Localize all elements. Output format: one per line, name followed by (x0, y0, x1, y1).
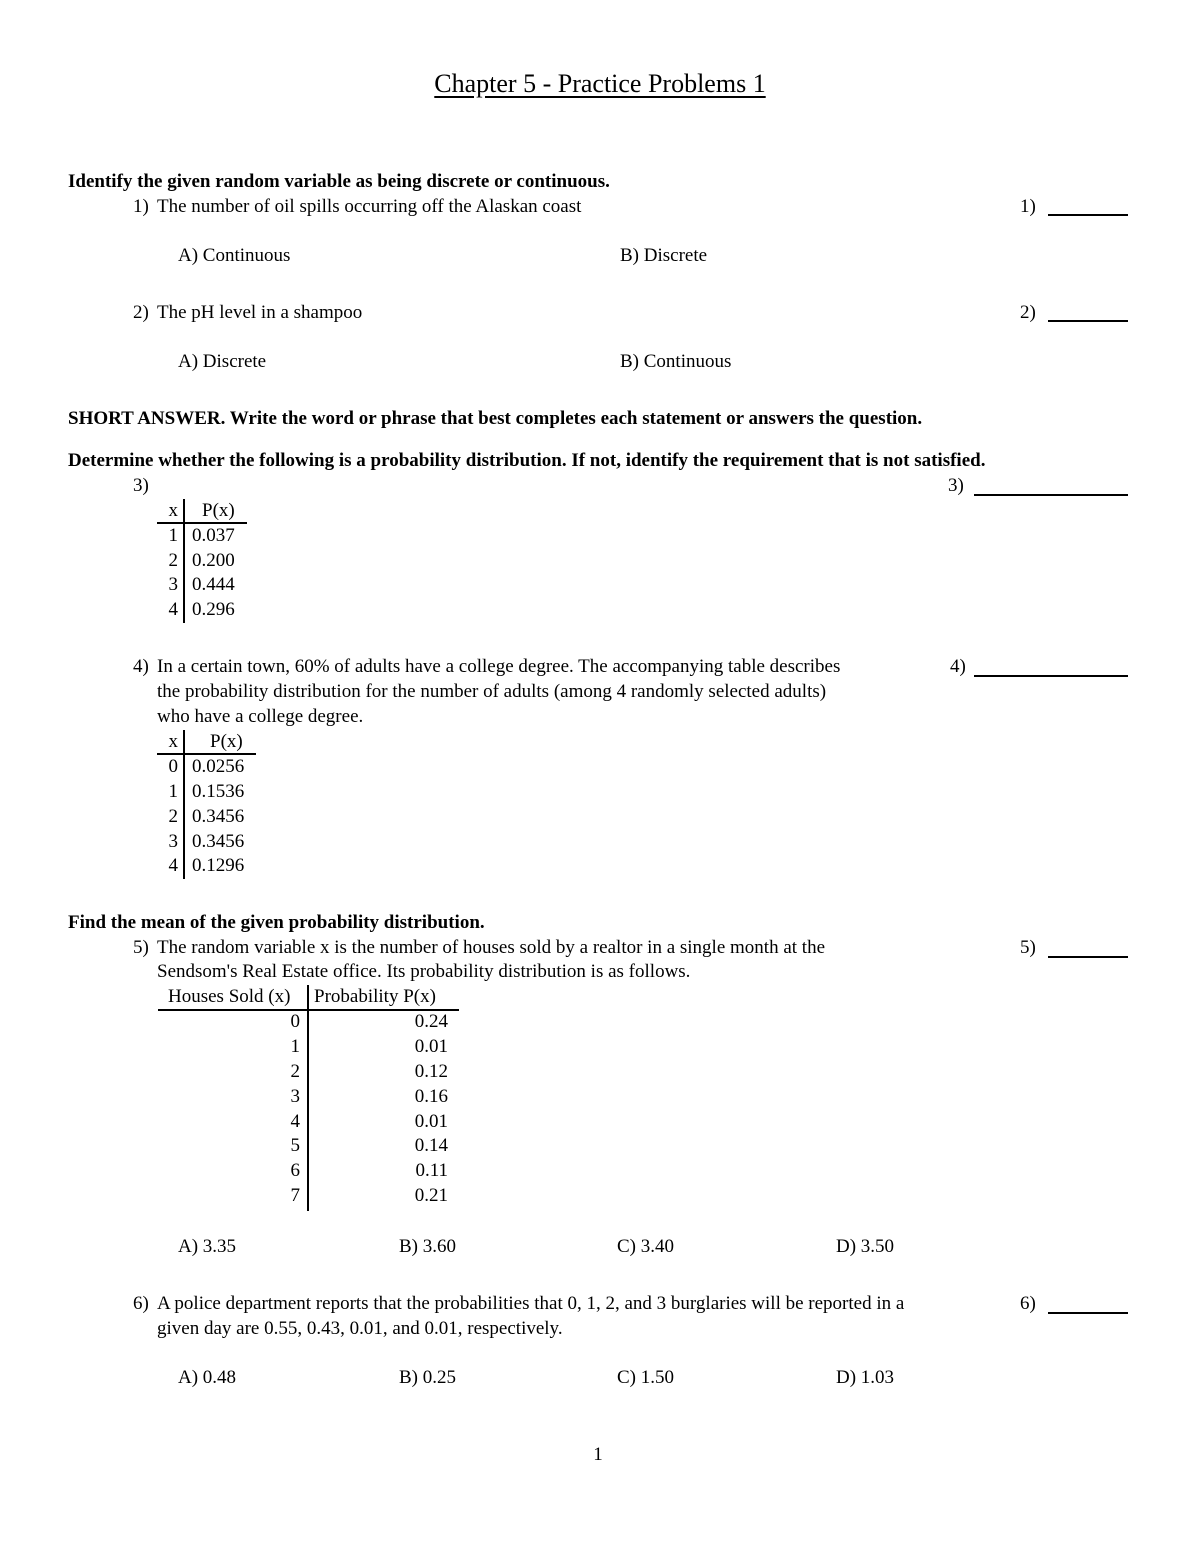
q4-header-p: P(x) (210, 731, 243, 752)
answer-blank-4[interactable] (974, 675, 1128, 677)
table-cell: 3 (290, 1086, 300, 1107)
table-cell: 0.16 (414, 1086, 448, 1107)
answer-blank-3[interactable] (974, 494, 1128, 496)
answer-label-5: 5) (1020, 937, 1036, 958)
table-cell: 0.0256 (192, 756, 245, 777)
table-cell: 0.01 (414, 1111, 448, 1132)
answer-label-6: 6) (1020, 1293, 1036, 1314)
q5-choice-c[interactable]: C) 3.40 (617, 1236, 674, 1257)
table-cell: 0 (290, 1011, 300, 1032)
table-cell: 2 (290, 1061, 300, 1082)
q5-choice-b[interactable]: B) 3.60 (399, 1236, 456, 1257)
q6-choice-b[interactable]: B) 0.25 (399, 1367, 456, 1388)
question-2-number: 2) (133, 302, 149, 323)
answer-label-2: 2) (1020, 302, 1036, 323)
table-cell: 0.12 (414, 1061, 448, 1082)
question-5-line-2: Sendsom's Real Estate office. Its probability distribution is as follows. (157, 961, 691, 982)
table-cell: 0.01 (414, 1036, 448, 1057)
answer-blank-5[interactable] (1048, 956, 1128, 958)
page-number: 1 (593, 1444, 603, 1465)
table-cell: 0.1536 (192, 781, 245, 802)
answer-blank-2[interactable] (1048, 320, 1128, 322)
q2-choice-b[interactable]: B) Continuous (620, 351, 732, 372)
q3-header-p: P(x) (202, 500, 235, 521)
answer-blank-6[interactable] (1048, 1312, 1128, 1314)
table-cell: 1 (168, 525, 178, 546)
q1-choice-b[interactable]: B) Discrete (620, 245, 708, 266)
table-cell: 4 (290, 1111, 300, 1132)
table-cell: 4 (168, 855, 178, 876)
table-cell: 0.3456 (192, 806, 245, 827)
q6-choice-d[interactable]: D) 1.03 (836, 1367, 895, 1388)
question-6-line-2: given day are 0.55, 0.43, 0.01, and 0.01, respectively. (157, 1318, 563, 1339)
table-cell: 0.296 (192, 599, 235, 620)
table-cell: 4 (168, 599, 178, 620)
table-cell: 0.1296 (192, 855, 245, 876)
q5-choice-d[interactable]: D) 3.50 (836, 1236, 895, 1257)
q3-column-rule (183, 499, 185, 623)
question-4-number: 4) (133, 656, 149, 677)
answer-label-3: 3) (948, 475, 964, 496)
q6-choice-c[interactable]: C) 1.50 (617, 1367, 674, 1388)
section3-instruction: Find the mean of the given probability distribution. (68, 912, 485, 933)
short-answer-heading: SHORT ANSWER. Write the word or phrase that best completes each statement or answers the question. (68, 408, 923, 429)
table-cell: 2 (168, 806, 178, 827)
q4-header-x: x (168, 731, 178, 752)
question-5-number: 5) (133, 937, 149, 958)
table-cell: 3 (168, 831, 178, 852)
table-cell: 0.14 (414, 1135, 448, 1156)
table-cell: 0.444 (192, 574, 235, 595)
question-6-number: 6) (133, 1293, 149, 1314)
q4-column-rule (183, 730, 185, 879)
question-1-number: 1) (133, 196, 149, 217)
q5-column-rule (307, 985, 309, 1211)
section1-instruction: Identify the given random variable as being discrete or continuous. (68, 171, 610, 192)
q6-choice-a[interactable]: A) 0.48 (178, 1367, 237, 1388)
answer-blank-1[interactable] (1048, 214, 1128, 216)
answer-label-1: 1) (1020, 196, 1036, 217)
q3-header-x: x (168, 500, 178, 521)
q1-choice-a[interactable]: A) Continuous (178, 245, 291, 266)
table-cell: 6 (290, 1160, 300, 1181)
table-cell: 0.21 (414, 1185, 448, 1206)
question-6-line-1: A police department reports that the probabilities that 0, 1, 2, and 3 burglaries will be reported in a (157, 1293, 905, 1314)
table-cell: 3 (168, 574, 178, 595)
table-cell: 1 (168, 781, 178, 802)
table-cell: 0.3456 (192, 831, 245, 852)
q5-header-p: Probability P(x) (314, 986, 436, 1007)
question-1-text: The number of oil spills occurring off the Alaskan coast (157, 196, 582, 217)
q2-choice-a[interactable]: A) Discrete (178, 351, 267, 372)
table-cell: 0 (168, 756, 178, 777)
question-5-line-1: The random variable x is the number of houses sold by a realtor in a single month at the (157, 937, 825, 958)
question-3-number: 3) (133, 475, 149, 496)
table-cell: 0.037 (192, 525, 235, 546)
question-4-line-1: In a certain town, 60% of adults have a college degree. The accompanying table describes (157, 656, 841, 677)
table-cell: 5 (290, 1135, 300, 1156)
table-cell: 7 (290, 1185, 300, 1206)
table-cell: 0.24 (414, 1011, 448, 1032)
question-4-line-3: who have a college degree. (157, 706, 364, 727)
question-2-text: The pH level in a shampoo (157, 302, 363, 323)
question-4-line-2: the probability distribution for the number of adults (among 4 randomly selected adults) (157, 681, 827, 702)
table-cell: 0.11 (415, 1160, 448, 1181)
q5-choice-a[interactable]: A) 3.35 (178, 1236, 237, 1257)
table-cell: 2 (168, 550, 178, 571)
q5-header-x: Houses Sold (x) (168, 986, 291, 1007)
table-cell: 1 (290, 1036, 300, 1057)
answer-label-4: 4) (950, 656, 966, 677)
page-title: Chapter 5 - Practice Problems 1 (434, 69, 766, 98)
section2-instruction: Determine whether the following is a probability distribution. If not, identify the requirement that is not satisfied. (68, 450, 986, 471)
table-cell: 0.200 (192, 550, 235, 571)
